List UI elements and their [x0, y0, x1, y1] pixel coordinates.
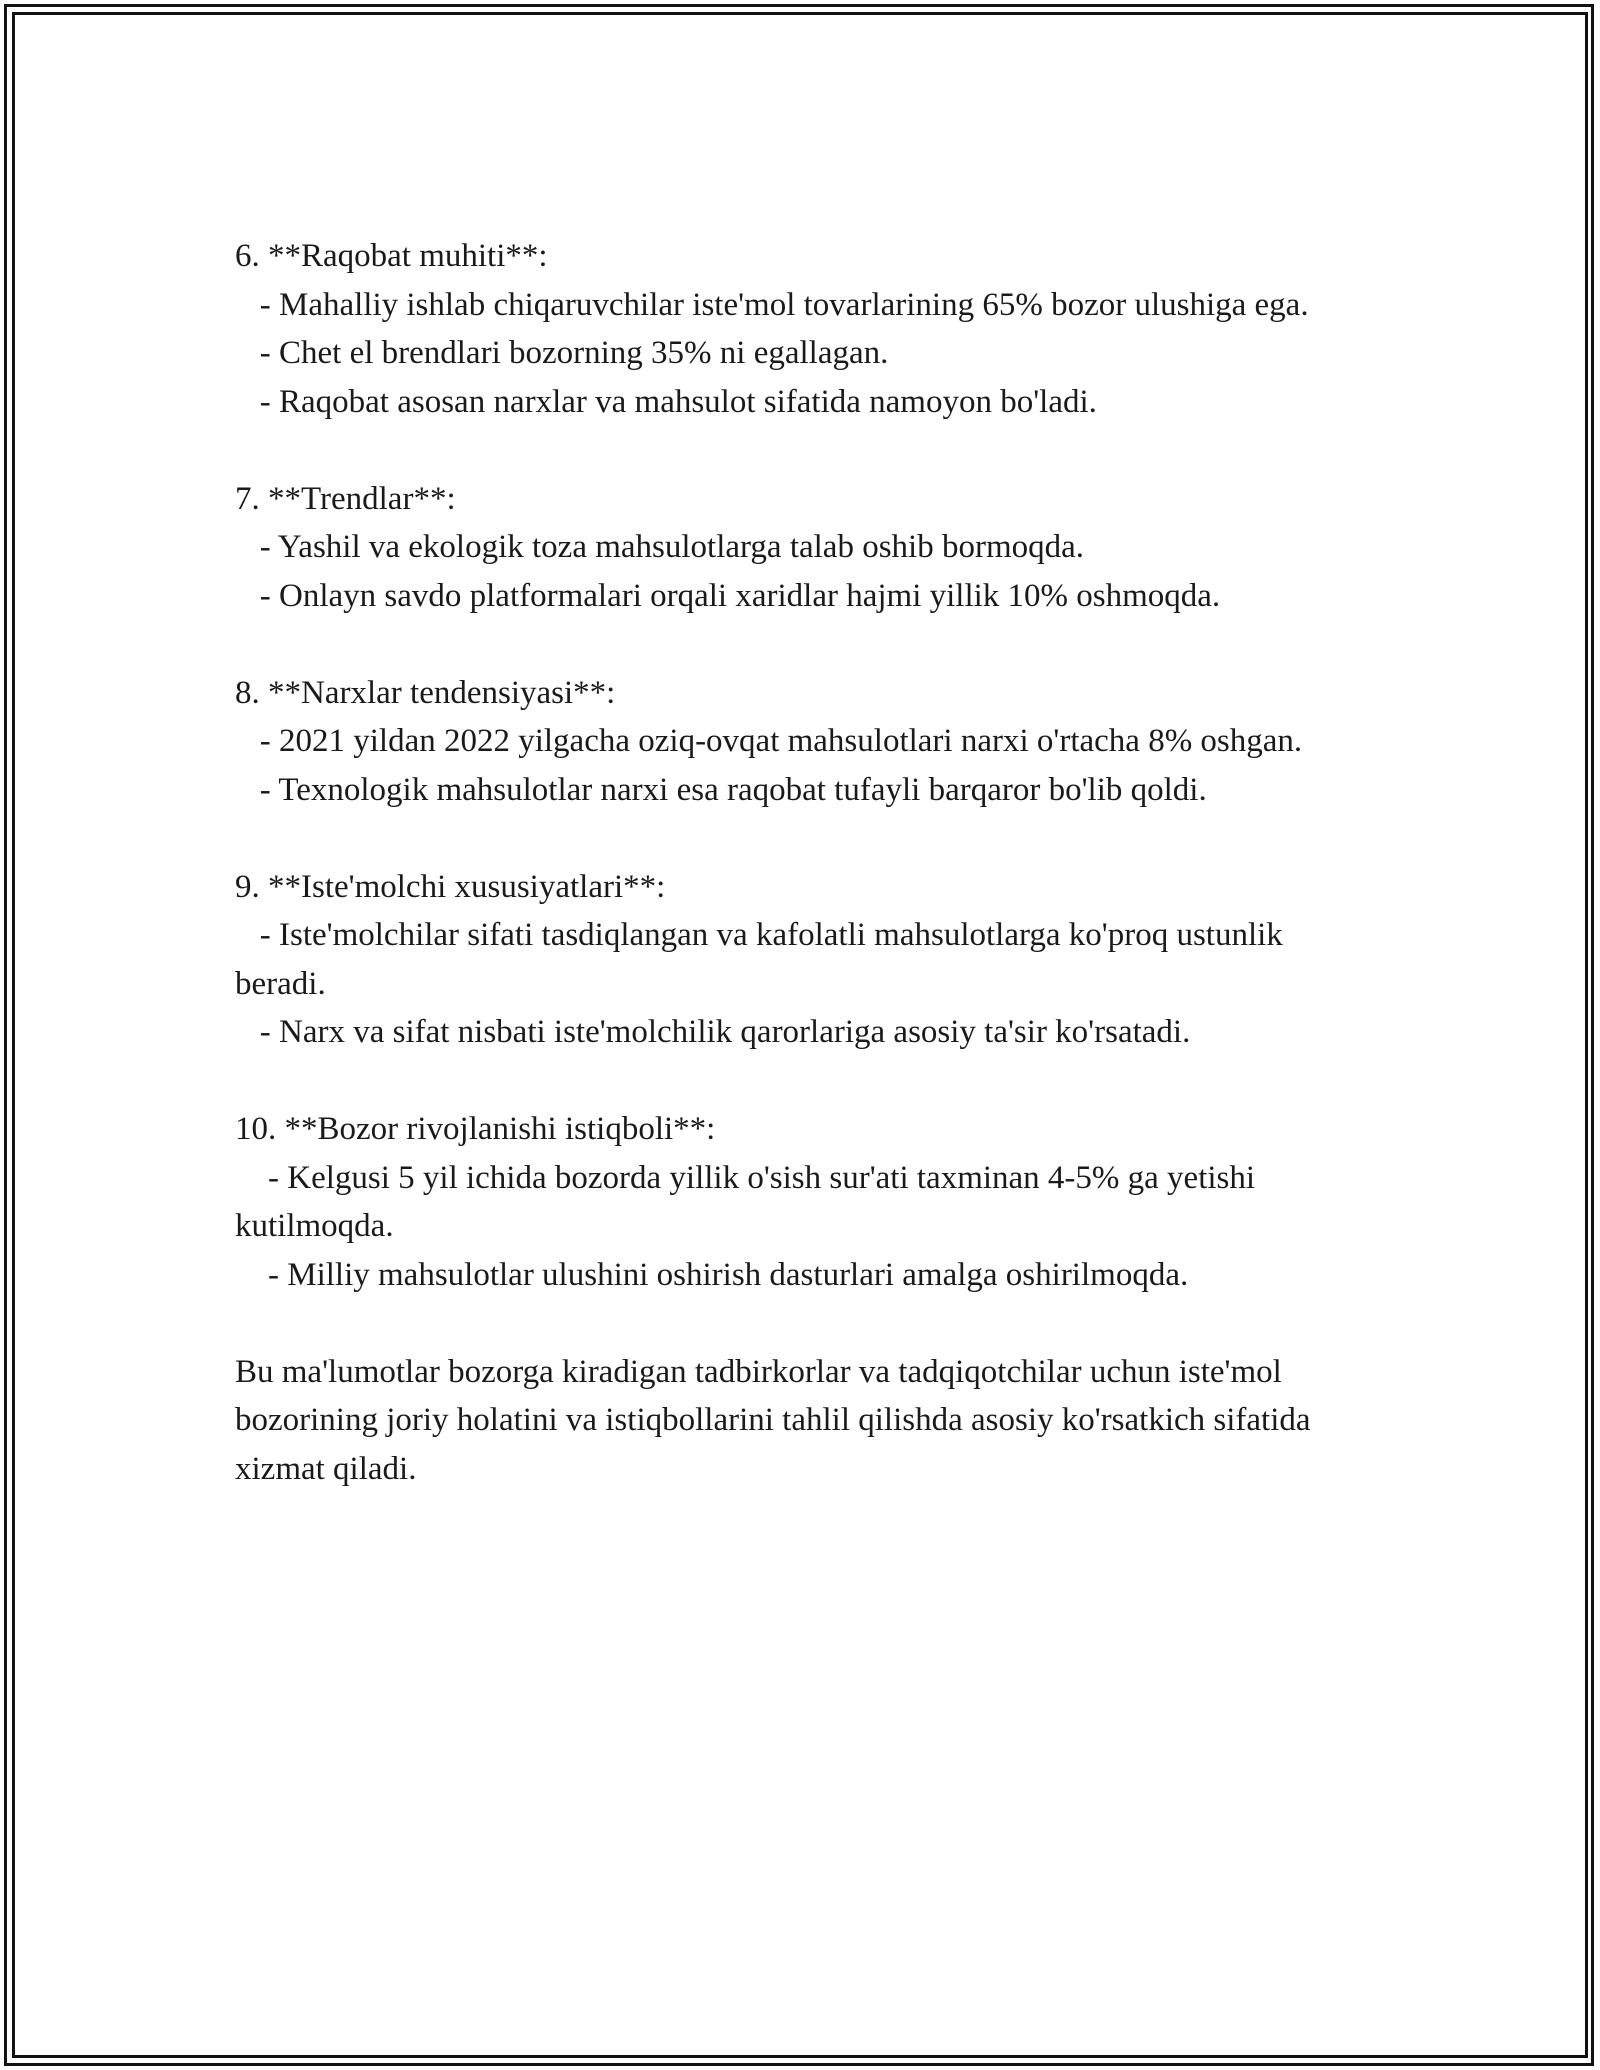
bullet-item: - Onlayn savdo platformalari orqali xaridlar hajmi yillik 10% oshmoqda.	[235, 577, 1221, 614]
bullet-item: - Iste'molchilar sifati tasdiqlangan va kafolatli mahsulotlarga ko'proq ustunlik beradi.	[235, 917, 1292, 1002]
bullet-item: - Kelgusi 5 yil ichida bozorda yillik o'sish sur'ati taxminan 4-5% ga yetishi kutilmoqda.	[235, 1159, 1264, 1244]
section-heading: 8. **Narxlar tendensiyasi**:	[235, 674, 616, 711]
bullet-item: - Texnologik mahsulotlar narxi esa raqobat tufayli barqaror bo'lib qoldi.	[235, 771, 1207, 808]
bullet-item: - Mahalliy ishlab chiqaruvchilar iste'mol tovarlarining 65% bozor ulushiga ega.	[235, 286, 1309, 323]
bullet-item: - Raqobat asosan narxlar va mahsulot sifatida namoyon bo'ladi.	[235, 383, 1097, 420]
section-heading: 7. **Trendlar**:	[235, 480, 456, 517]
bullet-item: - Narx va sifat nisbati iste'molchilik qarorlariga asosiy ta'sir ko'rsatadi.	[235, 1014, 1191, 1050]
conclusion-paragraph: Bu ma'lumotlar bozorga kiradigan tadbirkorlar va tadqiqotchilar uchun iste'mol bozorining joriy holatini va istiqbollarini tahlil qilishda asosiy ko'rsatkich sifatida xizmat qiladi.	[235, 1353, 1311, 1487]
section-istemolchi-xususiyatlari	[235, 863, 1375, 1057]
section-heading: 9. **Iste'molchi xususiyatlari**:	[235, 868, 666, 905]
section-bozor-rivojlanishi	[235, 1105, 1375, 1299]
document-body	[235, 232, 1375, 1493]
section-heading: 10. **Bozor rivojlanishi istiqboli**:	[235, 1111, 716, 1147]
section-raqobat-muhiti	[235, 232, 1375, 426]
bullet-item: - Milliy mahsulotlar ulushini oshirish dasturlari amalga oshirilmoqda.	[235, 1256, 1189, 1293]
section-heading: 6. **Raqobat muhiti**:	[235, 238, 548, 274]
section-trendlar	[235, 475, 1375, 621]
section-narxlar-tendensiyasi	[235, 669, 1375, 815]
bullet-item: - Yashil va ekologik toza mahsulotlarga talab oshib bormoqda.	[235, 529, 1085, 565]
bullet-item: - Chet el brendlari bozorning 35% ni egallagan.	[235, 335, 889, 371]
bullet-item: - 2021 yildan 2022 yilgacha oziq-ovqat mahsulotlari narxi o'rtacha 8% oshgan.	[235, 723, 1303, 759]
